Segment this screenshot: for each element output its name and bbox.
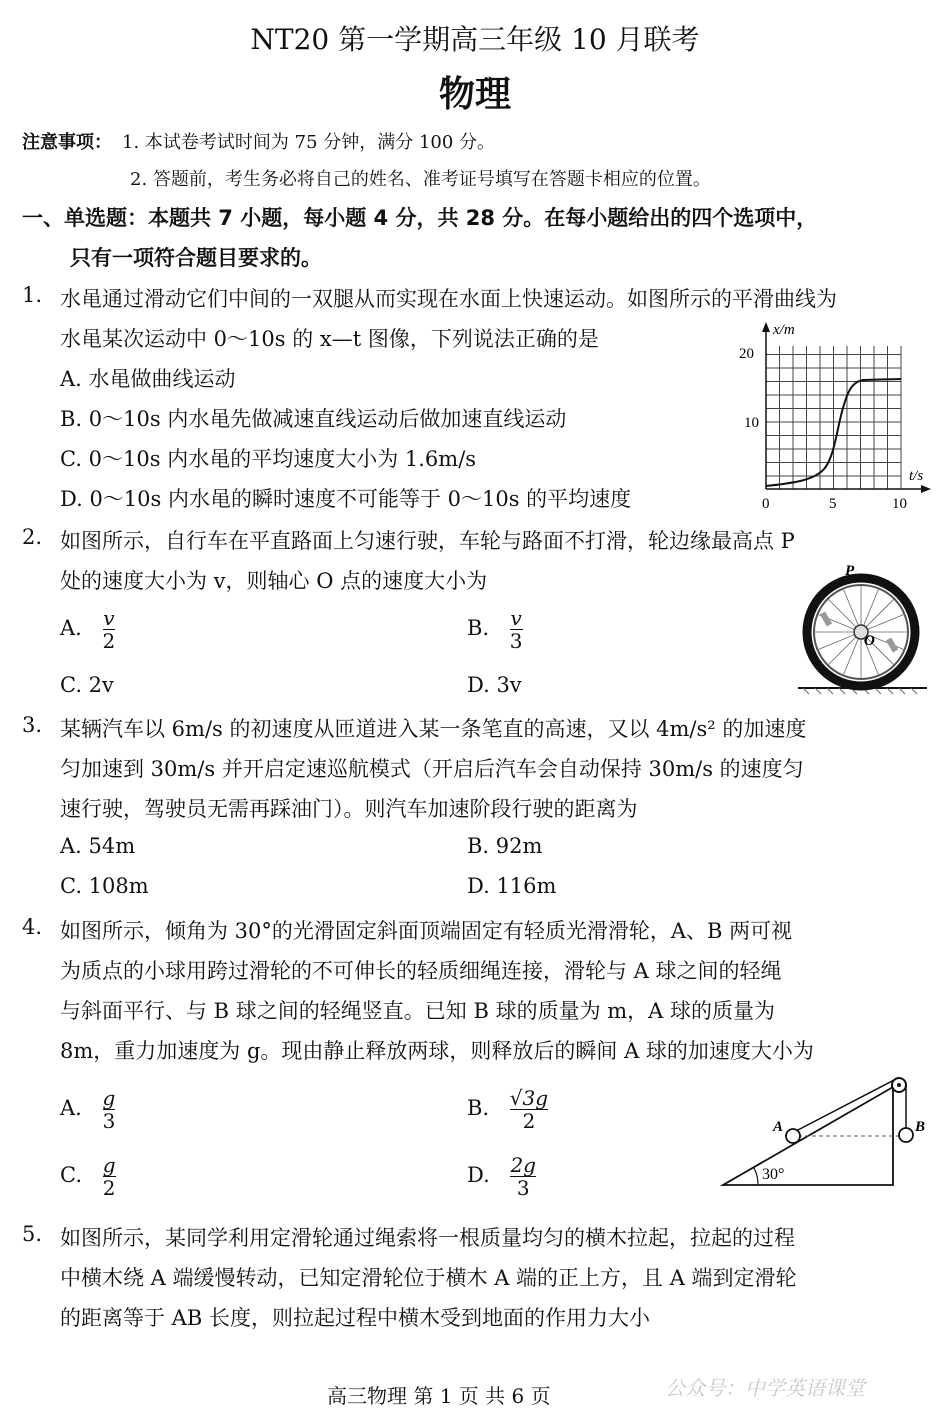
q2-option-b-label: B. — [467, 616, 490, 640]
q3-stem-line-3: 速行驶，驾驶员无需再踩油门）。则汽车加速阶段行驶的距离为 — [60, 797, 638, 821]
q1-xt-graph — [735, 318, 935, 514]
q2-stem-line-2: 处的速度大小为 v，则轴心 O 点的速度大小为 — [60, 569, 488, 593]
q2-option-c: C. 2v — [60, 673, 114, 697]
q4-stem-line-1: 如图所示，倾角为 30°的光滑固定斜面顶端固定有轻质光滑滑轮，A、B 两可视 — [60, 919, 793, 943]
q4-option-d-denominator: 3 — [516, 1176, 530, 1200]
q4-option-a-denominator: 3 — [102, 1109, 116, 1133]
q4-stem-line-2: 为质点的小球用跨过滑轮的不可伸长的轻质细绳连接，滑轮与 A 球之间的轻绳 — [60, 959, 782, 983]
q4-stem-line-4: 8m，重力加速度为 g。现由静止释放两球，则释放后的瞬间 A 球的加速度大小为 — [60, 1039, 814, 1063]
page-footer: 高三物理 第 1 页 共 6 页 — [327, 1384, 551, 1408]
q5-stem-line-2: 中横木绕 A 端缓慢转动，已知定滑轮位于横木 A 端的正上方，且 A 端到定滑轮 — [60, 1266, 797, 1290]
q3-stem-line-2: 匀加速到 30m/s 并开启定速巡航模式（开启后汽车会自动保持 30m/s 的速度匀 — [60, 757, 804, 781]
q3-option-d: D. 116m — [467, 874, 557, 898]
q2-option-d: D. 3v — [467, 673, 522, 697]
notes-label: 注意事项： — [22, 132, 112, 153]
q4-option-b-label: B. — [467, 1096, 490, 1120]
q4-option-d — [467, 1154, 536, 1199]
q2-number: 2. — [22, 525, 43, 549]
q4-angle-label: 30° — [762, 1166, 785, 1183]
q1-number: 1. — [22, 283, 43, 307]
q1-graph-ytick-20: 20 — [739, 346, 754, 362]
q2-option-b — [467, 607, 523, 652]
q3-option-b: B. 92m — [467, 834, 543, 858]
q1-graph-xlabel: t/s — [909, 468, 924, 484]
q4-option-b — [467, 1087, 548, 1132]
note-item-1: 1. 本试卷考试时间为 75 分钟，满分 100 分。 — [122, 132, 496, 153]
q2-bicycle-wheel-figure — [795, 560, 930, 695]
q2-point-o-label: O — [864, 633, 875, 649]
q4-option-d-numerator: 2g — [510, 1153, 536, 1177]
q4-stem-line-3: 与斜面平行、与 B 球之间的轻绳竖直。已知 B 球的质量为 m，A 球的质量为 — [60, 999, 775, 1023]
q1-stem-line-1: 水黾通过滑动它们中间的一双腿从而实现在水面上快速运动。如图所示的平滑曲线为 — [60, 287, 837, 311]
section-heading-line-1: 一、单选题：本题共 7 小题，每小题 4 分，共 28 分。在每小题给出的四个选项中， — [22, 206, 818, 230]
q2-stem-line-1: 如图所示，自行车在平直路面上匀速行驶，车轮与路面不打滑，轮边缘最高点 P — [60, 529, 795, 553]
q4-number: 4. — [22, 915, 43, 939]
q1-graph-ylabel: x/m — [773, 322, 795, 338]
q3-stem-line-1: 某辆汽车以 6m/s 的初速度从匝道进入某一条笔直的高速，又以 4m/s² 的加速度 — [60, 717, 807, 741]
q1-option-b: B. 0～10s 内水黾先做减速直线运动后做加速直线运动 — [60, 407, 567, 431]
q4-ball-a-label: A — [773, 1119, 784, 1135]
q4-option-c-label: C. — [60, 1163, 82, 1187]
q4-option-d-label: D. — [467, 1163, 490, 1187]
q3-option-a: A. 54m — [60, 834, 136, 858]
q1-graph-xtick-10: 10 — [892, 496, 907, 512]
note-item-2: 2. 答题前，考生务必将自己的姓名、准考证号填写在答题卡相应的位置。 — [130, 169, 711, 190]
q4-option-b-numerator: √3g — [509, 1086, 549, 1110]
q2-point-p-label: P — [845, 563, 855, 579]
q4-option-b-denominator: 2 — [522, 1109, 536, 1133]
subject-title: 物理 — [438, 74, 511, 115]
q1-graph-xtick-0: 0 — [762, 496, 770, 512]
q2-option-a-label: A. — [60, 616, 82, 640]
q3-option-c: C. 108m — [60, 874, 149, 898]
q1-option-c: C. 0～10s 内水黾的平均速度大小为 1.6m/s — [60, 447, 477, 471]
q4-option-a-numerator: g — [102, 1086, 116, 1110]
q2-option-a — [60, 607, 115, 652]
q4-option-a — [60, 1087, 115, 1132]
q1-graph-xtick-5: 5 — [829, 496, 837, 512]
q4-option-c — [60, 1154, 116, 1199]
q4-option-c-numerator: g — [102, 1153, 116, 1177]
watermark: 公众号：中学英语课堂 — [665, 1376, 865, 1400]
q4-option-a-label: A. — [60, 1096, 82, 1120]
q2-option-a-numerator: v — [103, 606, 115, 630]
q1-option-d: D. 0～10s 内水黾的瞬时速度不可能等于 0～10s 的平均速度 — [60, 487, 632, 511]
q2-option-a-denominator: 2 — [102, 629, 116, 653]
section-heading-line-2: 只有一项符合题目要求的。 — [70, 246, 322, 270]
q1-stem-line-2: 水黾某次运动中 0～10s 的 x—t 图像，下列说法正确的是 — [60, 327, 599, 351]
q5-number: 5. — [22, 1222, 43, 1246]
q1-graph-ytick-10: 10 — [744, 415, 759, 431]
q5-stem-line-3: 的距离等于 AB 长度，则拉起过程中横木受到地面的作用力大小 — [60, 1306, 650, 1330]
q3-number: 3. — [22, 713, 43, 737]
q1-option-a: A. 水黾做曲线运动 — [60, 367, 236, 391]
q2-option-b-denominator: 3 — [509, 629, 523, 653]
q5-stem-line-1: 如图所示，某同学利用定滑轮通过绳索将一根质量均匀的横木拉起，拉起的过程 — [60, 1226, 795, 1250]
q2-option-b-numerator: v — [510, 606, 522, 630]
q4-option-c-denominator: 2 — [102, 1176, 116, 1200]
q4-ball-b-label: B — [915, 1119, 926, 1135]
exam-title: NT20 第一学期高三年级 10 月联考 — [250, 23, 700, 56]
q4-incline-pulley-figure — [718, 1072, 933, 1192]
